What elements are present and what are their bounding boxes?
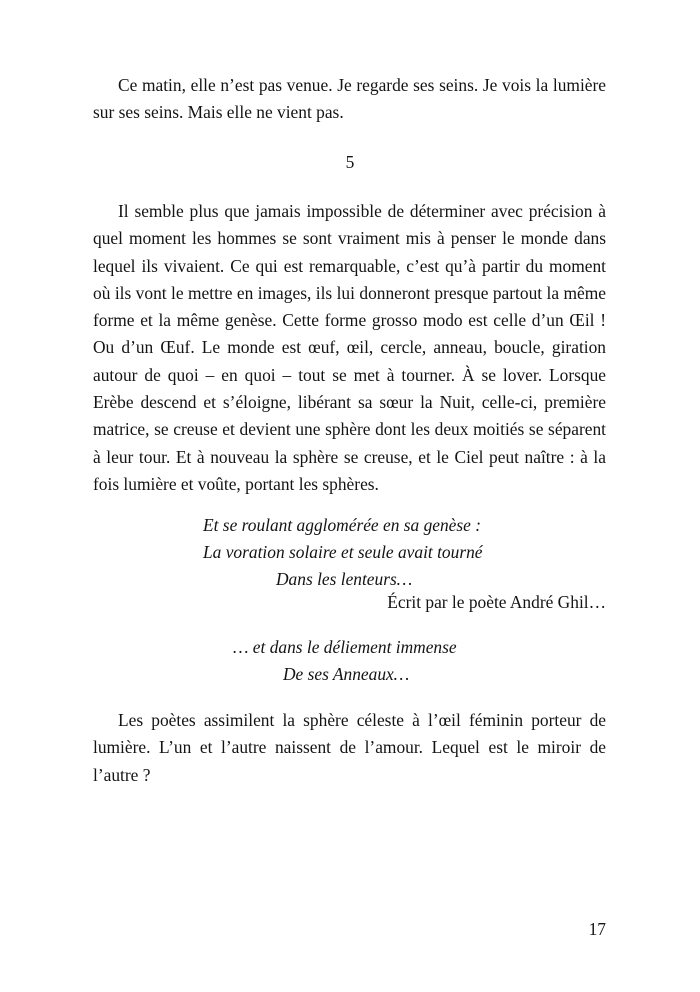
verse-line-1: Et se roulant agglomérée en sa genèse : — [203, 515, 482, 535]
verse-line-3: Dans les lenteurs… — [276, 569, 413, 589]
verse-line-2: La voration solaire et seule avait tourné — [203, 542, 483, 562]
verse-line-5: De ses Anneaux… — [283, 664, 410, 684]
paragraph-3: Les poètes assimilent la sphère céleste à l’œil féminin porteur de lumière. L’un et l’autre naissent de l’amour. Lequel est le miroir de l’autre ? — [93, 710, 606, 785]
verse-citation: Écrit par le poète André Ghil… — [387, 592, 606, 612]
verse-line-4: … et dans le déliement immense — [233, 637, 457, 657]
paragraph-2: Il semble plus que jamais impossible de déterminer avec précision à quel moment les hommes se sont vraiment mis à penser le monde dans lequel ils vivaient. Ce qui est remarquable, c’est qu’à partir du moment où ils vont le mettre en images, ils lui donneront presque partout la même forme et la même genèse. Cette forme grosso modo est celle d’un Œil ! Ou d’un Œuf. Le monde est œuf, œil, cercle, anneau, boucle, giration autour de quoi – en quoi – tout se met à tourner. À se lover. Lorsque Erèbe descend et s’éloigne, libérant sa sœur la Nuit, celle-ci, première matrice, se creuse et devient une sphère dont les deux moitiés se séparent à leur tour. Et à nouveau la sphère se creuse, et le Ciel peut naître : à la fois lumière et voûte, portant les sphères. — [93, 201, 606, 494]
paragraph-1: Ce matin, elle n’est pas venue. Je regarde ses seins. Je vois la lumière sur ses seins. Mais elle ne vient pas. — [93, 75, 606, 123]
chapter-number: 5 — [345, 152, 355, 172]
page-number: 17 — [588, 919, 606, 939]
